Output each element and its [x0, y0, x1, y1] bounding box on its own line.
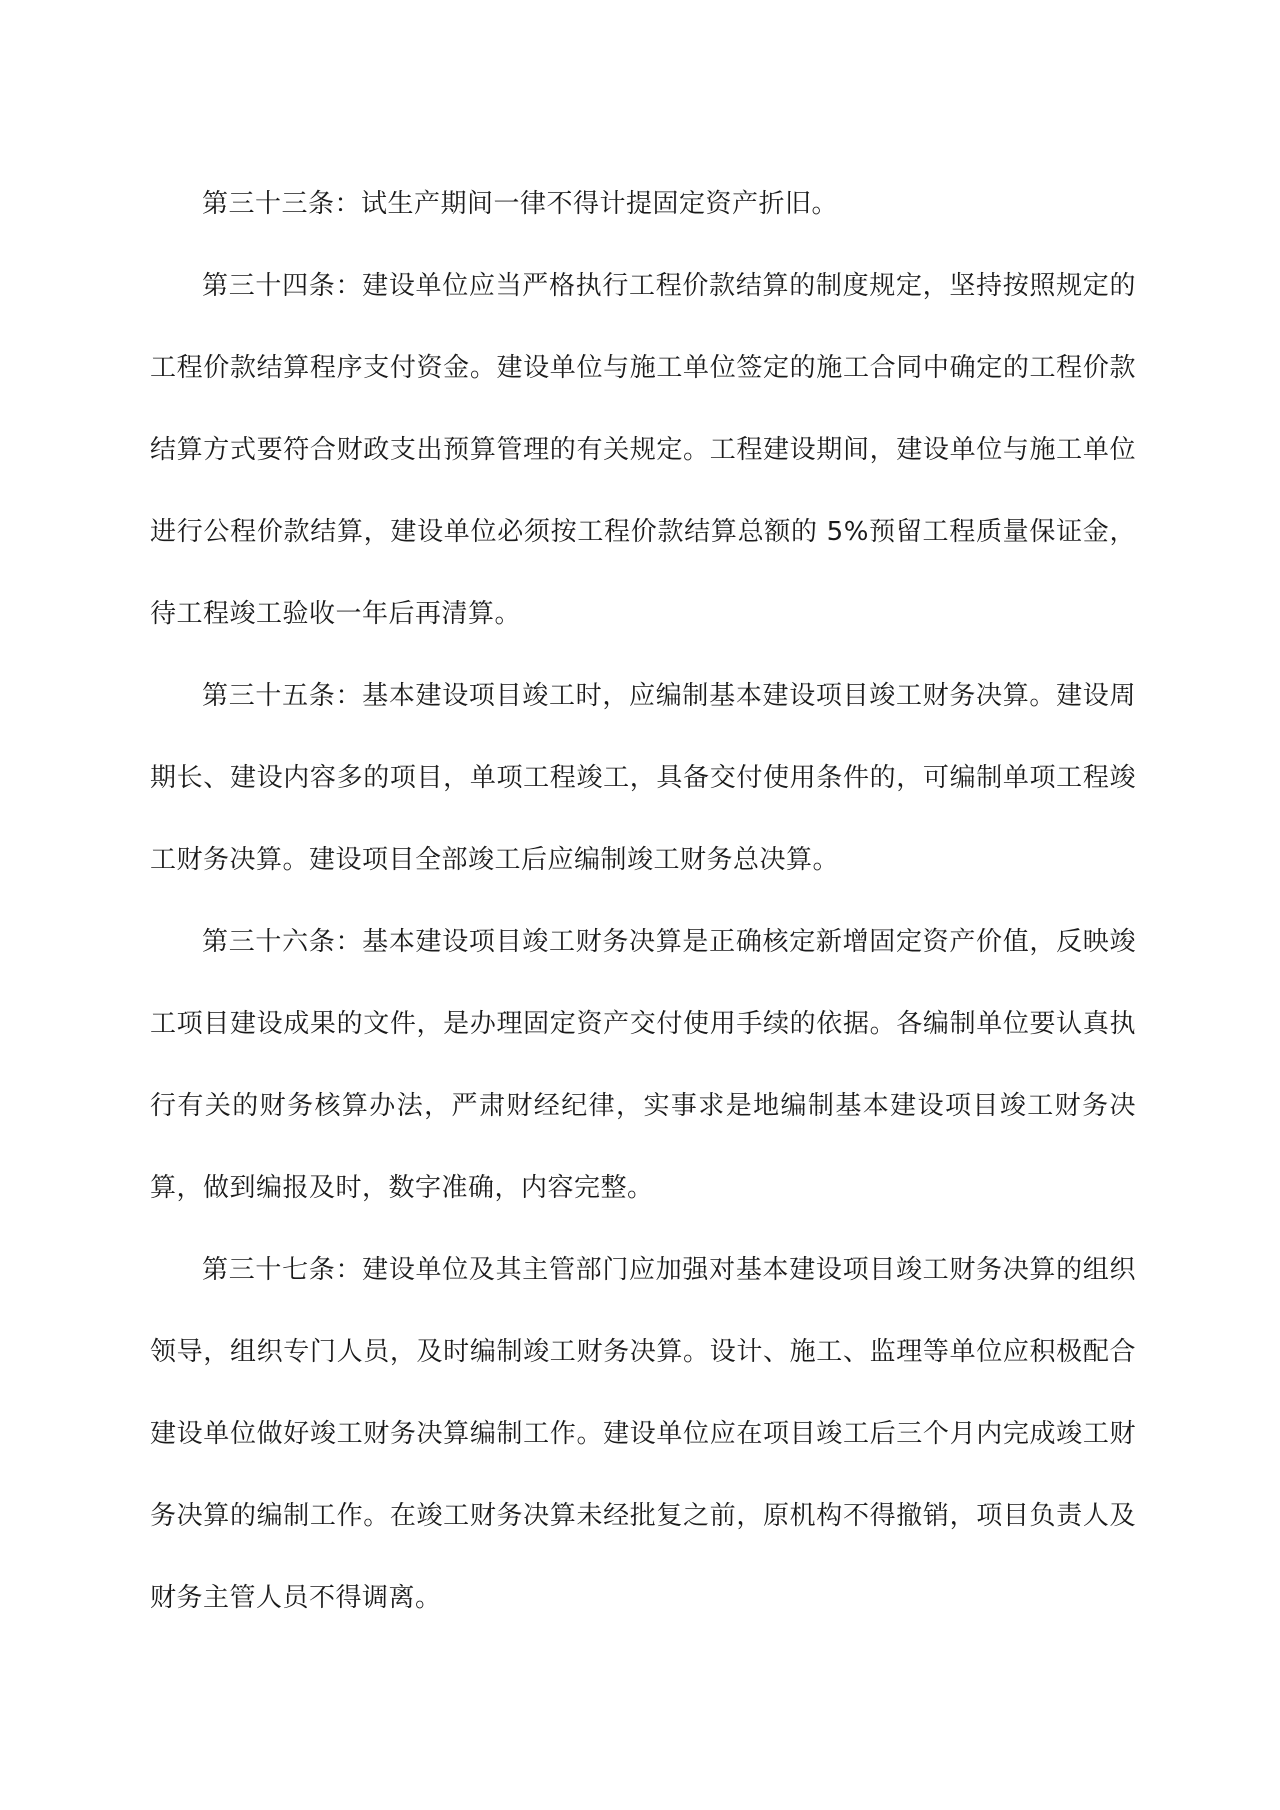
- article-36-paragraph: 第三十六条：基本建设项目竣工财务决算是正确核定新增固定资产价值，反映竣工项目建设成果的文件，是办理固定资产交付使用手续的依据。各编制单位要认真执行有关的财务核算办法，严肃财经纪律，实事求是地编制基本建设项目竣工财务决算，做到编报及时，数字准确，内容完整。: [150, 927, 1136, 1203]
- article-33-paragraph: 第三十三条：试生产期间一律不得计提固定资产折旧。: [202, 189, 839, 219]
- document-body: [150, 163, 1136, 1639]
- article-34-paragraph: 第三十四条：建设单位应当严格执行工程价款结算的制度规定，坚持按照规定的工程价款结算程序支付资金。建设单位与施工单位签定的施工合同中确定的工程价款结算方式要符合财政支出预算管理的有关规定。工程建设期间，建设单位与施工单位进行公程价款结算，建设单位必须按工程价款结算总额的 5%预留工程质量保证金，待工程竣工验收一年后再清算。: [150, 271, 1136, 629]
- article-35-paragraph: 第三十五条：基本建设项目竣工时，应编制基本建设项目竣工财务决算。建设周期长、建设内容多的项目，单项工程竣工，具备交付使用条件的，可编制单项工程竣工财务决算。建设项目全部竣工后应编制竣工财务总决算。: [150, 681, 1136, 875]
- article-37-paragraph: 第三十七条：建设单位及其主管部门应加强对基本建设项目竣工财务决算的组织领导，组织专门人员，及时编制竣工财务决算。设计、施工、监理等单位应积极配合建设单位做好竣工财务决算编制工作。建设单位应在项目竣工后三个月内完成竣工财务决算的编制工作。在竣工财务决算未经批复之前，原机构不得撤销，项目负责人及财务主管人员不得调离。: [150, 1255, 1136, 1613]
